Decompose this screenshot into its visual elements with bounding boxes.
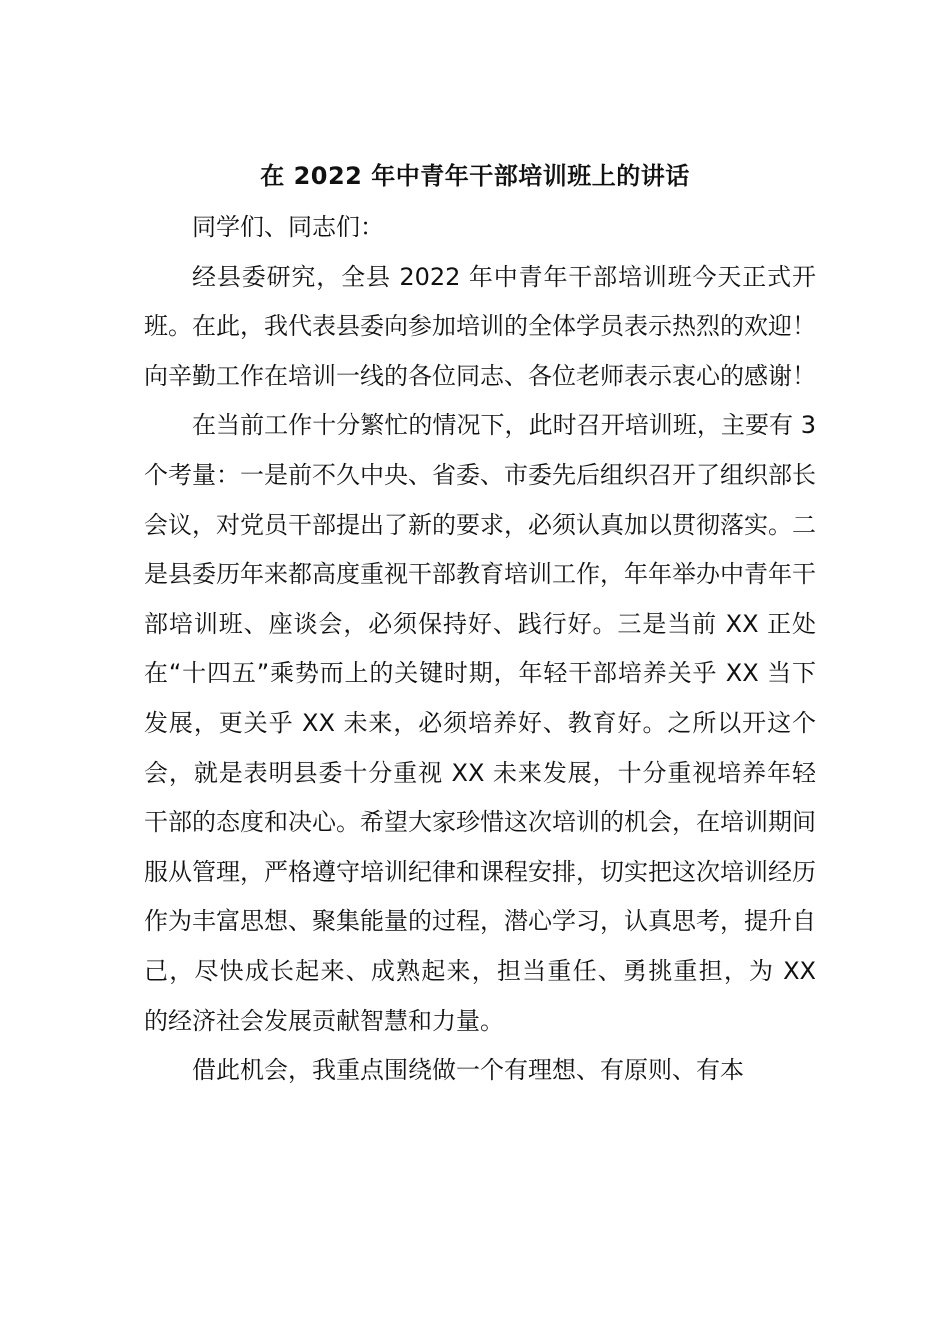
paragraph-2: 在当前工作十分繁忙的情况下，此时召开培训班，主要有 3 个考量：一是前不久中央、省委、市委先后组织召开了组织部长会议，对党员干部提出了新的要求，必须认真加以贯彻落实。二是县委历年来都高度重视干部教育培训工作，年年举办中青年干部培训班、座谈会，必须保持好、践行好。三是当前 XX 正处在“十四五”乘势而上的关键时期，年轻干部培养关乎 XX 当下发展，更关乎 XX 未来，必须培养好、教育好。之所以开这个会，就是表明县委十分重视 XX 未来发展，十分重视培养年轻干部的态度和决心。希望大家珍惜这次培训的机会，在培训期间服从管理，严格遵守培训纪律和课程安排，切实把这次培训经历作为丰富思想、聚集能量的过程，潜心学习，认真思考，提升自己，尽快成长起来、成熟起来，担当重任、勇挑重担，为 XX 的经济社会发展贡献智慧和力量。 — [144, 411, 816, 1035]
paragraph-3: 借此机会，我重点围绕做一个有理想、有原则、有本 — [192, 1056, 744, 1085]
paragraph-1: 经县委研究，全县 2022 年中青年干部培训班今天正式开班。在此，我代表县委向参加培训的全体学员表示热烈的欢迎！向辛勤工作在培训一线的各位同志、各位老师表示衷心的感谢！ — [144, 262, 816, 390]
document-body — [144, 203, 816, 1096]
document-title: 在 2022 年中青年干部培训班上的讲话 — [260, 162, 690, 190]
salutation: 同学们、同志们： — [192, 213, 384, 241]
